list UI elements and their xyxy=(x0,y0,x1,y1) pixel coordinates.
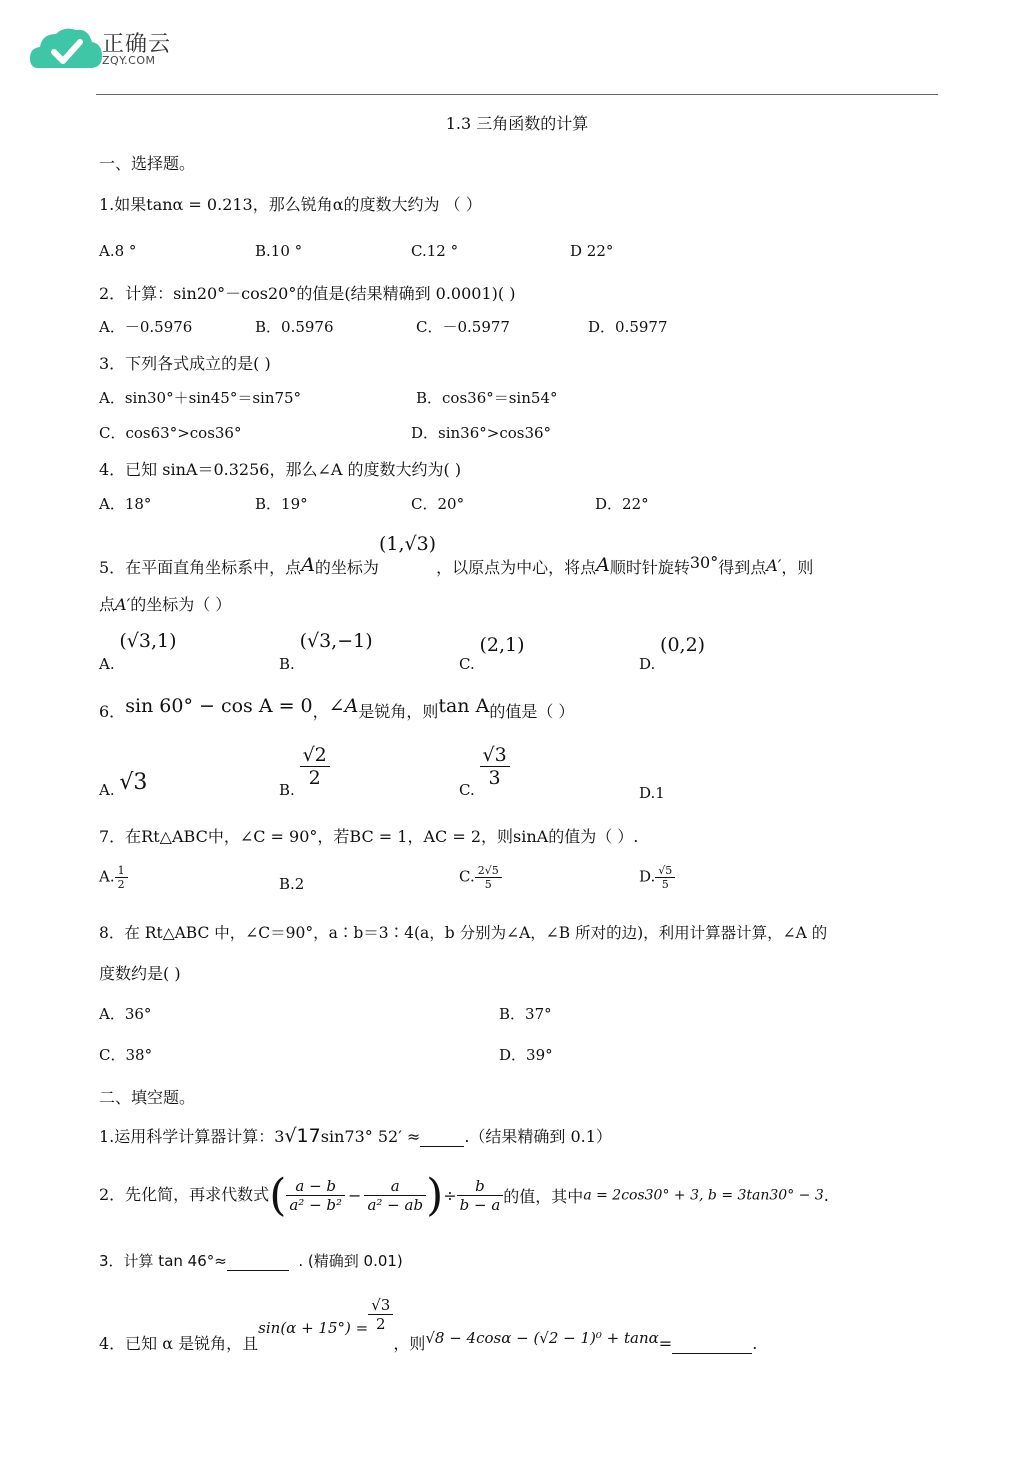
q7-option-a-numerator: 1 xyxy=(115,864,128,878)
q5-option-b xyxy=(279,630,373,673)
q6-option-b-numerator: √2 xyxy=(300,744,330,767)
f1-text-2: sin73° 52′ ≈ xyxy=(320,1127,421,1146)
f2-fraction-2 xyxy=(364,1177,426,1214)
q6-option-c-fraction xyxy=(480,744,510,789)
q1-option-c: C.12 ° xyxy=(411,242,459,260)
fill-question-3 xyxy=(99,1250,403,1271)
q1-option-b: B.10 ° xyxy=(255,242,303,260)
q6-tan-a: tan A xyxy=(438,695,490,717)
f2-denominator-2: a² − ab xyxy=(367,1196,424,1214)
q3-option-a: A．sin30°＋sin45°＝sin75° xyxy=(99,389,302,407)
q5-text-3: ，以原点为中心，将点 xyxy=(436,558,597,577)
q4-option-c: C．20° xyxy=(411,495,465,513)
f1-answer-blank xyxy=(420,1127,464,1147)
f2-end: . xyxy=(823,1186,829,1205)
brand-domain: ZQY.COM xyxy=(102,54,156,67)
q3-option-c: C．cos63°>cos36° xyxy=(99,424,242,442)
q5-angle: 30° xyxy=(689,553,719,572)
q6-option-d: D.1 xyxy=(639,784,665,802)
f2-minus: − xyxy=(348,1186,362,1205)
f2-text-2: 的值，其中 xyxy=(503,1187,584,1206)
q2-option-a: A．－0.5976 xyxy=(99,318,193,336)
q6-text-4: 的值是（ ） xyxy=(489,702,575,721)
question-2: 2．计算：sin20°－cos20°的值是(结果精确到 0.0001)( ) xyxy=(99,284,516,303)
f4-denominator: 2 xyxy=(375,1315,386,1333)
q6-option-b-denominator: 2 xyxy=(308,767,321,789)
q5-option-d-value: (0,2) xyxy=(660,634,706,656)
f3-answer-blank xyxy=(227,1252,289,1271)
question-3: 3．下列各式成立的是( ) xyxy=(99,354,271,373)
q7-option-c-fraction xyxy=(475,864,502,891)
q5-option-d-label: D. xyxy=(639,655,656,673)
f4-lhs: sin(α + 15°) = xyxy=(258,1319,369,1337)
f4-expression: √8 − 4cosα − (√2 − 1)⁰ + tanα xyxy=(425,1329,659,1347)
q5-coord: (1,√3) xyxy=(378,533,437,555)
q6-option-b xyxy=(279,744,330,799)
q5-option-b-value: (√3,−1) xyxy=(299,630,373,652)
q6-option-c-label: C. xyxy=(459,780,475,799)
f2-fraction-1 xyxy=(286,1177,345,1214)
question-4: 4．已知 sinA＝0.3256，那么∠A 的度数大约为( ) xyxy=(99,460,462,479)
question-1: 1.如果tanα = 0.213，那么锐角α的度数大约为 （ ） xyxy=(99,195,482,214)
f4-end: . xyxy=(752,1334,758,1353)
f2-numerator-1: a − b xyxy=(286,1177,345,1196)
q5-line2-text-2: 的坐标为（ ） xyxy=(130,595,232,614)
question-8: 8．在 Rt△ABC 中，∠C＝90°，a∶b＝3∶4(a，b 分别为∠A，∠B 所对的边)，利用计算器计算，∠A 的 xyxy=(99,924,828,942)
q2-option-d: D．0.5977 xyxy=(588,318,668,336)
q3-option-b: B．cos36°＝sin54° xyxy=(416,389,558,407)
q5-option-a xyxy=(99,630,177,673)
q7-option-c-denominator: 5 xyxy=(484,878,492,891)
question-7: 7．在Rt△ABC中，∠C = 90°，若BC = 1，AC = 2，则sinA的值为（ ）. xyxy=(99,827,639,846)
q2-option-c: C．－0.5977 xyxy=(416,318,510,336)
fill-question-1 xyxy=(99,1124,612,1147)
q5-option-a-label: A. xyxy=(99,655,115,673)
f2-fraction-3 xyxy=(457,1177,504,1214)
q3-option-d: D．sin36°>cos36° xyxy=(411,424,552,442)
q6-expression: sin 60° − cos A = 0 xyxy=(125,695,313,717)
f1-root: √17 xyxy=(284,1125,321,1147)
f2-denominator-1: a² − b² xyxy=(289,1196,343,1214)
q8-option-a: A．36° xyxy=(99,1005,152,1023)
brand-name: 正确云 xyxy=(102,32,172,57)
q1-option-d: D 22° xyxy=(570,242,614,260)
q4-option-b: B．19° xyxy=(255,495,308,513)
f3-text-2: . (精确到 0.01) xyxy=(298,1252,403,1270)
question-8-line-2: 度数约是( ) xyxy=(99,964,181,983)
page-title: 1.3 三角函数的计算 xyxy=(445,114,589,133)
q5-option-d xyxy=(639,634,706,673)
f4-text-1: 4．已知 α 是锐角，且 xyxy=(99,1334,259,1353)
q6-option-c-denominator: 3 xyxy=(488,767,501,789)
q7-option-a-denominator: 2 xyxy=(117,878,125,891)
q6-option-b-fraction xyxy=(300,744,330,789)
q1-option-a: A.8 ° xyxy=(99,242,137,260)
q7-option-d-numerator: √5 xyxy=(655,864,675,878)
q7-option-c-numerator: 2√5 xyxy=(475,864,502,878)
q6-option-c xyxy=(459,744,510,799)
f2-condition: a = 2cos30° + 3, b = 3tan30° − 3 xyxy=(583,1187,824,1204)
q6-option-a-label: A. xyxy=(99,781,115,799)
q5-option-c-value: (2,1) xyxy=(479,634,525,656)
f2-divide: ÷ xyxy=(443,1186,457,1205)
q7-option-c xyxy=(459,864,502,891)
q7-option-b: B.2 xyxy=(279,875,305,893)
f2-left-paren: ( xyxy=(269,1170,287,1221)
q5-point-a: A xyxy=(301,554,315,576)
q6-option-a-value: √3 xyxy=(119,770,148,795)
q5-point-a-2: A xyxy=(596,554,610,576)
q6-option-b-label: B. xyxy=(279,780,295,799)
f4-numerator: √3 xyxy=(368,1296,393,1315)
q6-text-1: 6． xyxy=(99,702,126,721)
question-5-line-2 xyxy=(99,592,231,615)
f2-denominator-3: b − a xyxy=(459,1196,501,1214)
question-5 xyxy=(99,532,814,577)
q6-text-3: 是锐角，则 xyxy=(358,702,439,721)
q7-option-a xyxy=(99,864,128,891)
q7-option-a-fraction xyxy=(115,864,128,891)
q4-option-d: D．22° xyxy=(595,495,649,513)
fill-question-4 xyxy=(99,1296,758,1353)
q8-option-d: D．39° xyxy=(499,1046,553,1064)
q7-option-d-denominator: 5 xyxy=(661,878,669,891)
q8-option-c: C．38° xyxy=(99,1046,153,1064)
q6-option-c-numerator: √3 xyxy=(480,744,510,767)
q5-option-b-label: B. xyxy=(279,655,295,673)
q7-option-c-label: C. xyxy=(459,867,475,886)
q5-option-c xyxy=(459,634,525,673)
q6-text-2: ， xyxy=(312,702,329,721)
f2-text-1: 2．先化简，再求代数式 xyxy=(99,1185,270,1204)
q5-option-c-label: C. xyxy=(459,655,475,673)
q2-option-b: B．0.5976 xyxy=(255,318,334,336)
q5-text-2: 的坐标为 xyxy=(314,558,379,577)
q6-option-a xyxy=(99,770,148,799)
question-6 xyxy=(99,694,575,721)
q6-angle-a: ∠A xyxy=(328,695,359,717)
q4-option-a: A．18° xyxy=(99,495,152,513)
q5-point-a-prime: A′ xyxy=(766,556,782,575)
q7-option-d-fraction xyxy=(655,864,675,891)
section-fill-heading: 二、填空题。 xyxy=(99,1088,196,1107)
f4-equals: = xyxy=(658,1334,673,1353)
f2-right-paren: ) xyxy=(426,1170,444,1221)
f4-fraction xyxy=(368,1296,393,1333)
f1-text-3: .（结果精确到 0.1） xyxy=(464,1127,612,1146)
q5-text-6: ，则 xyxy=(781,558,814,577)
q5-text-5: 得到点 xyxy=(718,558,767,577)
f1-text-1: 1.运用科学计算器计算：3 xyxy=(99,1127,285,1146)
section-choice-heading: 一、选择题。 xyxy=(99,154,196,173)
q8-option-b: B．37° xyxy=(499,1005,552,1023)
f2-numerator-2: a xyxy=(364,1177,426,1196)
q7-option-d xyxy=(639,864,675,891)
q5-text-4: 顺时针旋转 xyxy=(609,558,690,577)
f4-answer-blank xyxy=(672,1334,752,1354)
header-divider xyxy=(96,94,938,95)
q5-option-a-value: (√3,1) xyxy=(119,630,177,652)
q5-text-1: 5．在平面直角坐标系中，点 xyxy=(99,558,302,577)
f2-numerator-3: b xyxy=(457,1177,504,1196)
f3-text-1: 3．计算 tan 46°≈ xyxy=(99,1252,227,1270)
q7-option-d-label: D. xyxy=(639,867,656,886)
q5-point-a-prime-2: A′ xyxy=(115,595,131,614)
f4-text-2: ，则 xyxy=(393,1334,426,1353)
q7-option-a-label: A. xyxy=(99,867,115,886)
q5-line2-text-1: 点 xyxy=(99,595,116,614)
fill-question-2 xyxy=(99,1170,829,1221)
